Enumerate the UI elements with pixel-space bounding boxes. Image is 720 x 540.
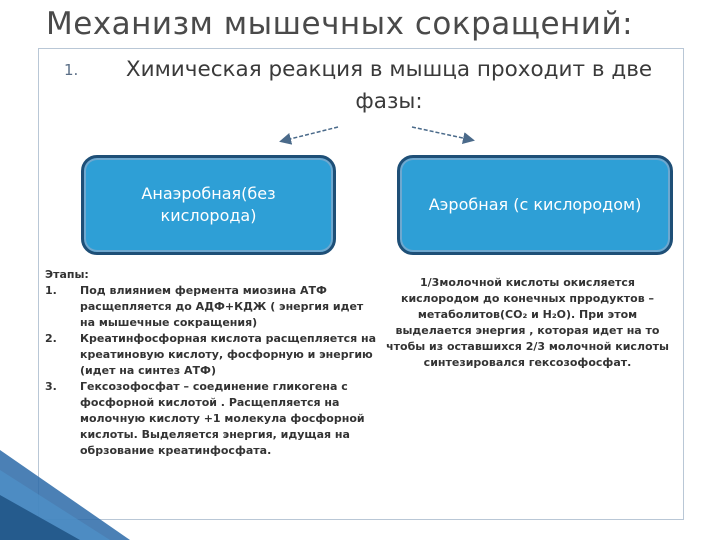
list-item (45, 283, 380, 331)
intro-text: Химическая реакция в мышца проходит в две фазы: (125, 57, 653, 114)
aerobic-description: 1/3молочной кислоты окисляется кислородом до конечных прродуктов – метаболитов(CO₂ и H₂O). При этом выделается энергия , которая идет на то чтобы из оставшихся 2/3 молочной кислоты синтезировался гексозофосфат. (386, 276, 669, 369)
list-item-number: 1. (45, 284, 57, 297)
list-item-number: 3. (45, 380, 57, 393)
aerobic-phase-box (397, 155, 673, 255)
list-item-text: Гексозофосфат – соединение гликогена с фосфорной кислотой . Расщепляется на молочную кислоту +1 молекула фосфорной кислоты. Выделяется энергия, идущая на обрзование креатинфосфата. (80, 380, 365, 457)
anaerobic-phase-label: Анаэробная(без кислорода) (141, 184, 276, 225)
anaerobic-phase-box (81, 155, 336, 255)
list-item (45, 331, 380, 379)
arrow-left (282, 127, 338, 141)
slide-title: Механизм мышечных сокращений: (46, 6, 634, 42)
stages-list (45, 283, 380, 459)
aerobic-phase-label: Аэробная (с кислородом) (428, 195, 642, 214)
anaerobic-stages (45, 267, 380, 459)
list-item-text: Под влиянием фермента миозина АТФ расщепляется до АДФ+КДЖ ( энергия идет на мышечные сокращения) (80, 284, 364, 329)
intro-number: 1. (64, 61, 79, 79)
stages-heading: Этапы: (45, 268, 89, 281)
list-item-number: 2. (45, 332, 57, 345)
arrow-right (412, 127, 472, 140)
list-item (45, 379, 380, 459)
list-item-text: Креатинфосфорная кислота расщепляется на креатиновую кислоту, фосфорную и энергию (идет на синтез АТФ) (80, 332, 377, 377)
